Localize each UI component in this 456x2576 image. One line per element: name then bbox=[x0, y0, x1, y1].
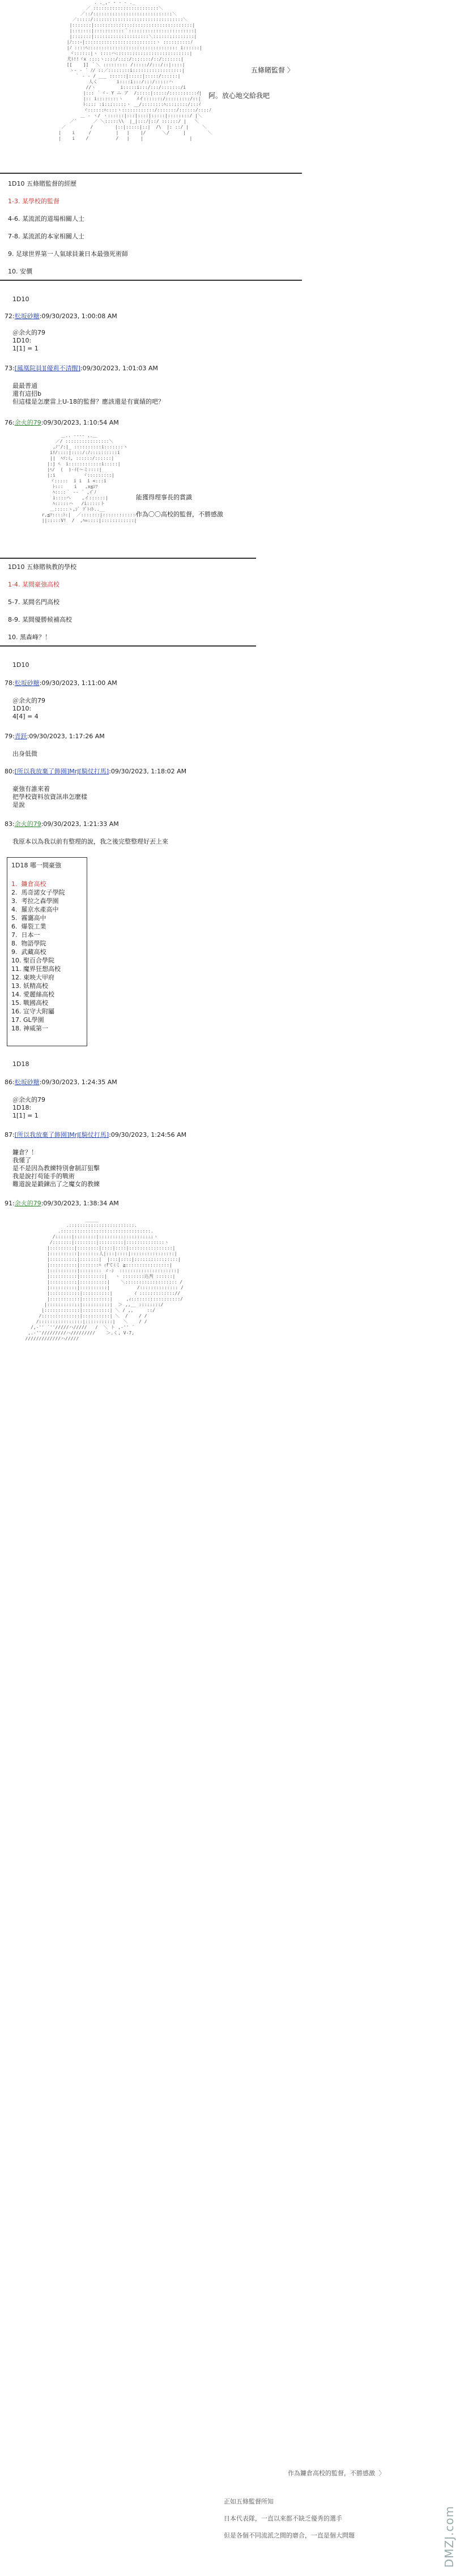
post-time: :09/30/2023, 1:24:56 AM bbox=[109, 1131, 187, 1139]
post-body-line: 鐮倉？！ bbox=[12, 1149, 37, 1156]
panel1-list-item: 10. 安價 bbox=[8, 268, 32, 275]
post-user-link[interactable]: [鳳凰院員][優莉不清醒] bbox=[14, 365, 80, 372]
post-time: :09/30/2023, 1:21:33 AM bbox=[41, 820, 119, 828]
panel1-divider-top bbox=[0, 173, 302, 174]
post-user-link[interactable]: 松坂砂糖 bbox=[14, 1079, 40, 1086]
post-user-link[interactable]: 余火的79 bbox=[14, 419, 41, 426]
post-body-line: 是不是因為教練特別會制訂狙擊 bbox=[12, 1165, 100, 1172]
post-number: 78: bbox=[5, 679, 15, 687]
post-header bbox=[5, 365, 158, 373]
school-list-item: 3. 考拉之森學園 bbox=[11, 897, 59, 905]
post-user-link[interactable]: [所以我放棄了飾園]MrJ[騎仗打馬] bbox=[14, 1131, 109, 1139]
post-body-line: 還有這招b bbox=[12, 390, 41, 397]
post-time: :09/30/2023, 1:11:00 AM bbox=[39, 679, 117, 687]
post91-caption-3: 日本代表隊，一直以來都不缺乏優秀的選手 bbox=[224, 2515, 342, 2522]
panel2-list-item: 8-9. 某間優勝候補高校 bbox=[8, 616, 72, 623]
school-list-item: 8. 物語學院 bbox=[11, 940, 46, 947]
post-body-line: 把學校資料放資訊串怎麼樣 bbox=[12, 793, 87, 801]
watermark bbox=[441, 2505, 456, 2576]
post-body-line: 我懂了 bbox=[12, 1157, 31, 1164]
post-body-line: 我原本以為我以前有整理的說，我之後完整整理好丟上來 bbox=[12, 838, 168, 845]
post-number: 87: bbox=[5, 1131, 15, 1139]
post-body-line: 1D10: bbox=[12, 705, 32, 712]
watermark-text: DMZJ.com bbox=[442, 2505, 456, 2568]
post-header bbox=[5, 1079, 117, 1086]
post-time: :09/30/2023, 1:00:08 AM bbox=[39, 313, 117, 320]
post-number: 72: bbox=[5, 313, 15, 320]
post-body-line: 我是說打苟能手的戰術 bbox=[12, 1173, 75, 1180]
post-number: 73: bbox=[5, 365, 15, 372]
post-body-line: 但這樣是怎麼當上U-18的監督？應該還是有實績的吧？ bbox=[12, 398, 165, 405]
post-time: :09/30/2023, 1:38:34 AM bbox=[41, 1200, 119, 1207]
panel1-caption-1: 五條賭監督 〉 bbox=[251, 66, 294, 74]
post-header bbox=[5, 679, 117, 687]
school-list-item: 18. 神威第一 bbox=[11, 1025, 48, 1032]
dice-roll-label: 1D10 bbox=[12, 661, 29, 669]
post-body-line: 難道說是鍛鍊出了之魔女的教練 bbox=[12, 1180, 100, 1188]
ascii-art-gojo: . ._,- - - - ._ ／ ::::::::::::::::::::::::＼ ／::/:::::::::::::::::::::::::::::＼ ／:::::/:::::::::::::::::::::::::::::::::＼ |:::::::|::::::::::::::::::::::::::::::::::::| |:::::::|:::::::::::｀::::::::::::::::::::::::| |:::::::|::::::::::::::::::::＼:::::::::::::::| |ﾉ:::ｰ|::::::::::::::::::::::::::ヽ ::::::::::ﾉ |ﾉ ::::ﾍ::::::::::::::::::::::::::::::::: i::::::| ヾ::::::|ヽ ::::ハ:::::::::::::::::::::::::::| 犬ﾄ!!ヾx ::::ヽ::::/::::/:::::::/::/:::::::| [[ ]] ｀＼ ::::::::: /::::://:::/::|::::| ヽ- - ´ ﾉ/ ::／::::::::i::::::::::::::::::| ｀ - ‐ / ___ ::::::|:::::|:::::/::::::| 人く i::::i:::/:::/:::::ハ //ヽ i:::::i:::/:::/:::::::/i |::: ｀ヾ- Y ニ ア /:::::|:::::/::::::::::ｲ| |:: i::::::::ヽ ﾒイ:::::::/:::::::::/::| ﾄ:::: :i::::::::ヽ __/::::::::ﾊ::::::::/:::ｲ ヾ::::::ﾊ::::ヽ::::::::::::/:::::::/::::::/::::ﾉ ＿ ‐ ヽ/ ヽ::::::|:::|::::|:::::|::::::::/ |＼ ／´ ／ ＼:::::\\ |_|:::ﾉ|::/ ::::::/ | ＼ ／ / |::|:::::|::| /\ |: ::/ | ＼ | i / | | |/ ＼/ | ＼ | i / / | | | bbox=[58, 0, 212, 141]
school-list-item: 2. 馬奇諾女子學院 bbox=[11, 889, 65, 896]
school-list-item: 4. 羅京水產高中 bbox=[11, 906, 59, 913]
post-time: :09/30/2023, 1:17:26 AM bbox=[27, 733, 105, 740]
panel2-list-title: 1D10 五條賭執教的學校 bbox=[8, 563, 76, 571]
school-list-item: 14. 愛麗絲高校 bbox=[11, 991, 54, 998]
post-header bbox=[5, 733, 105, 741]
school-list-item: 15. 戰國高校 bbox=[11, 999, 48, 1007]
school-list-item: 11. 魔界狂想高校 bbox=[11, 965, 61, 973]
school-list-item: 7. 日本一 bbox=[11, 931, 40, 939]
panel1-divider-bottom bbox=[0, 280, 302, 281]
post91-caption-4: 但是各個不同流派之間的磨合，一直是個大問題 bbox=[224, 2532, 355, 2539]
post-header bbox=[5, 419, 119, 427]
school-list-title: 1D18 哪一間豪強 bbox=[11, 862, 61, 869]
panel1-caption-2: 阿。放心地交給我吧 bbox=[208, 92, 270, 100]
panel1-list-item: 9. 足球世界第一人氣球員兼日本最強死術師 bbox=[8, 250, 128, 258]
post-header bbox=[5, 820, 119, 828]
dice-roll-label: 1D10 bbox=[12, 296, 29, 303]
panel1-list-item: 1-3. 某學校的監督 bbox=[8, 198, 59, 205]
ascii-art-character: ＿.. ---- ..＿ ／/ ::::::::::::::::＼ ,ﾉ'/:|_ ::::::::::i:::::::ヽ iﾘ/::::|::::/:ﾉ::::::::::i || ﾍｿ:ﾐ, ::::::/::::::| |:j ﾍ i::::::::::::i:::::| |ﾍ/ ( )-ｲ(〜ミ::::| |:i ヾ:::::::::| ヾ::::: i i i <:::i ﾄ::: i ,x≦ｼﾌ ﾊ::::｀ -- ´ ,ｲﾞﾉ i::::ヘ ,イ::::::| ﾊ:::::ハ /i:::::ト ＿:::::ゝ,ｼﾞ ﾌﾞﾄｲﾄ..__ r,≦ﾂ::::ﾄ:| ／:::::::|::::::::::::ﾊ ||:::::V! / ,ﾊ=::::|::::::::::::| bbox=[41, 433, 138, 523]
post-body-line: 豪強有誰來着 bbox=[12, 785, 50, 793]
post-header bbox=[5, 313, 117, 320]
post-body-line: 1[1] = 1 bbox=[12, 345, 39, 352]
panel2-list-item: 1-4. 某間豪強高校 bbox=[8, 581, 59, 588]
panel2-divider-top bbox=[0, 558, 256, 559]
panel1-list-item: 4-6. 某流派的道場相關人士 bbox=[8, 215, 84, 222]
post-header bbox=[5, 1200, 119, 1208]
post-user-link[interactable]: 松坂砂糖 bbox=[14, 313, 40, 320]
post-time: :09/30/2023, 1:24:35 AM bbox=[39, 1079, 117, 1086]
post-user-link[interactable]: 松坂砂糖 bbox=[14, 679, 40, 687]
ascii-art-character-large: _____ .::::::::::::::::::::::::. .:::::::::::::::::::::::::::::::::. /::::::|::::::::|::::::::::::::::::::ヽ /:::::::|::::::::|:::::::::|::::::::::::::ヽ |:::::::::|::::::::|::::|::::|::::::::::::::::| |::::::::::|:::::::人|:::|::::|::::::::::::::::| |::::::::::|:::::::| |:::|::::|::::::::::::::::| |::::::::::|:::::::ﾊ ｨfてﾐミ ≧::::::::::::::::| |::::::::::|:::::::: ゞ-ｼ :::::::::::::::::::::| |::::::::::|:::::::::| ヽ ::::::::込刋 ::::::| |::::::::::|::::::::::| ＼::::::::::::::::::: / |::::::::::|::::::::::| /:::::::::::::: / |:::::::::::|::::::::::| ｲ :::::::::::::// |:::::::::::|::::::::::| ,ｨ::::::::::::::::::/ |::::::::::::|::::::::::| ＞ ,,__ ::::::::/ |:::::::::::::|::::::::::| ＼ / ,, ::/ /::::::::::::::|::::::::::| ＼ / / / /::::::::::::::::|::::::::::| ＼ / / /,-'' ´''/////ハ///// / ＼ ト ,-'' ´ ,.-''/////////ハ///////// ＞.く, V-7, /////////////ハ///// 作為鐮倉高校的監督，不勝感激 〉 正如五條監督所知 日本代表隊，一直以來都不缺乏優秀的選手 但是各個不同流派之間的磨合，一直是個大問題 DMZJ.com bbox=[17, 1217, 198, 1402]
post-user-link[interactable]: 青跃 bbox=[14, 733, 27, 740]
post-time: :09/30/2023, 1:10:54 AM bbox=[41, 419, 119, 426]
panel2-list-item: 10. 黑森峰？！ bbox=[8, 634, 51, 641]
post-body-line: ＠余火的79 bbox=[12, 329, 45, 336]
post-header bbox=[5, 768, 186, 776]
post-body-line: 1D18: bbox=[12, 1104, 32, 1111]
post-user-link[interactable]: 余火的79 bbox=[14, 820, 41, 828]
post-number: 79: bbox=[5, 733, 15, 740]
post-body-line: ＠余火的79 bbox=[12, 697, 45, 704]
post-body-line: 1[1] = 1 bbox=[12, 1112, 39, 1119]
school-list-item: 5. 霧靄高中 bbox=[11, 914, 46, 922]
panel2-list-item: 5-7. 某間名門高校 bbox=[8, 598, 59, 606]
post-time: :09/30/2023, 1:01:03 AM bbox=[80, 365, 158, 372]
post-time: :09/30/2023, 1:18:02 AM bbox=[109, 768, 187, 775]
post-user-link[interactable]: [所以我放棄了飾園]MrJ[騎仗打馬] bbox=[14, 768, 109, 775]
post-number: 91: bbox=[5, 1200, 15, 1207]
post-user-link[interactable]: 余火的79 bbox=[14, 1200, 41, 1207]
school-list-item: 12. 東映大甲府 bbox=[11, 974, 54, 981]
post-body-line: 4[4] = 4 bbox=[12, 713, 39, 720]
post76-caption-2: 作為〇〇高校的監督，不勝感激 bbox=[136, 511, 223, 518]
panel2-divider-bottom bbox=[0, 645, 256, 647]
post-body-line: 出身低微 bbox=[12, 750, 37, 758]
post76-caption-1: 能獲得理事長的賞識 bbox=[136, 494, 192, 501]
school-list-item: 10. 聖百合學院 bbox=[11, 957, 54, 964]
school-list-item: 9. 武藏高校 bbox=[11, 948, 46, 956]
school-list-item: 16. 宣守大附屬 bbox=[11, 1008, 54, 1015]
post-number: 76: bbox=[5, 419, 15, 426]
post-body-line: 是說 bbox=[12, 801, 25, 808]
panel1-list-title: 1D10 五條賭監督的經歷 bbox=[8, 180, 76, 187]
dice-roll-label: 1D18 bbox=[12, 1060, 29, 1068]
panel1-list-item: 7-8. 某流派的本家相關人士 bbox=[8, 233, 84, 240]
post91-caption-2: 正如五條監督所知 bbox=[224, 2498, 274, 2505]
post-number: 80: bbox=[5, 768, 15, 775]
post-body-line: ＠余火的79 bbox=[12, 1096, 45, 1103]
post-body-line: 最最普通 bbox=[12, 382, 37, 390]
school-list-item: 6. 爆裂工業 bbox=[11, 923, 46, 930]
post-header bbox=[5, 1131, 186, 1139]
post-body-line: 1D10: bbox=[12, 337, 32, 344]
school-list-item: 17. GL學園 bbox=[11, 1016, 44, 1024]
school-list-item: 13. 妖精高校 bbox=[11, 982, 48, 990]
post-number: 86: bbox=[5, 1079, 15, 1086]
school-list-item: 1. 鐮倉高校 bbox=[11, 880, 46, 888]
post-number: 83: bbox=[5, 820, 15, 828]
post91-caption-1: 作為鐮倉高校的監督，不勝感激 〉 bbox=[288, 2470, 385, 2477]
